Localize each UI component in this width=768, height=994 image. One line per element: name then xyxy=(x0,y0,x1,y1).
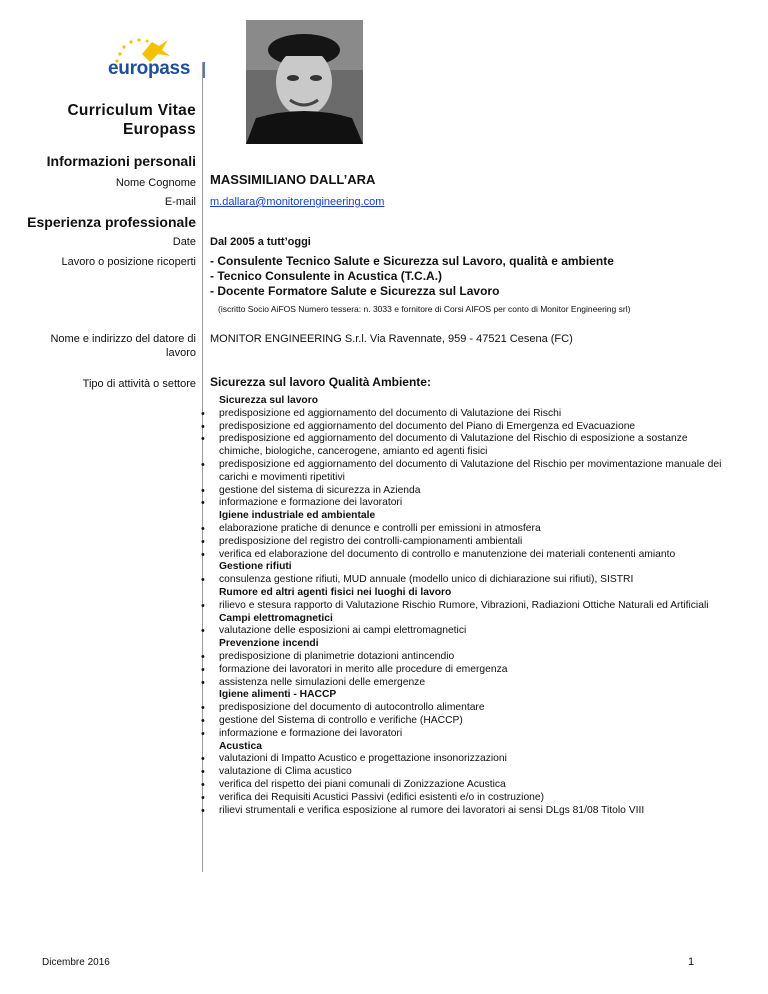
activity-heading: Igiene industriale ed ambientale xyxy=(219,510,376,522)
activity-item: • valutazione di Clima acustico xyxy=(200,766,721,779)
activity-item: • gestione del sistema di sicurezza in Azienda xyxy=(200,485,721,498)
position-label: Lavoro o posizione ricoperti xyxy=(61,256,196,268)
europass-wordmark: europass xyxy=(108,58,191,79)
date-label: Date xyxy=(172,236,196,248)
activity-item: • predisposizione ed aggiornamento del documento del Piano di Emergenza ed Evacuazione xyxy=(200,421,721,434)
europass-logo xyxy=(102,32,206,84)
sector-value: Sicurezza sul lavoro Qualità Ambiente: xyxy=(210,375,431,389)
activity-heading: Igiene alimenti - HACCP xyxy=(219,689,337,701)
profile-photo xyxy=(246,20,363,144)
page-number: 1 xyxy=(688,956,695,968)
activity-item: • rilievi strumentali e verifica esposizione al rumore dei lavoratori ai sensi DLgs 81/08 Titolo VIII xyxy=(200,805,721,818)
section-personal-info: Informazioni personali xyxy=(46,153,196,169)
activity-item: • valutazioni di Impatto Acustico e progettazione insonorizzazioni xyxy=(200,753,721,766)
activity-item: • verifica ed elaborazione del documento di controllo e manutenzione dei materiali contenenti amianto xyxy=(200,549,721,562)
position-line-2: - Tecnico Consulente in Acustica (T.C.A.) xyxy=(210,269,443,283)
employer-label-line1: Nome e indirizzo del datore di xyxy=(50,333,196,345)
activity-item: carichi e movimenti ripetitivi xyxy=(219,471,345,483)
position-note: (iscritto Socio AiFOS Numero tessera: n. 3033 e fornitore di Corsi AIFOS per conto di Monitor Engineering srl) xyxy=(218,304,631,314)
email-link[interactable]: m.dallara@monitorengineering.com xyxy=(210,196,385,208)
date-value: Dal 2005 a tutt’oggi xyxy=(210,236,311,248)
section-experience: Esperienza professionale xyxy=(27,214,196,230)
position-line-1: - Consulente Tecnico Salute e Sicurezza sul Lavoro, qualità e ambiente xyxy=(210,254,614,268)
activity-heading: Campi elettromagnetici xyxy=(219,612,333,624)
activity-heading: Prevenzione incendi xyxy=(219,638,319,650)
employer-label xyxy=(50,332,196,360)
employer-value: MONITOR ENGINEERING S.r.l. Via Ravennate, 959 - 47521 Cesena (FC) xyxy=(210,333,573,345)
activity-item: • predisposizione di planimetrie dotazioni antincendio xyxy=(200,651,721,664)
activity-heading: Acustica xyxy=(219,740,262,752)
cv-title xyxy=(67,101,196,139)
position-line-3: - Docente Formatore Salute e Sicurezza sul Lavoro xyxy=(210,284,500,298)
activity-item: • predisposizione del registro dei controlli-campionamenti ambientali xyxy=(200,536,721,549)
activity-item: • informazione e formazione dei lavoratori xyxy=(200,728,721,741)
sector-label: Tipo di attività o settore xyxy=(82,378,196,390)
cv-title-line2: Europass xyxy=(122,121,196,138)
activities-list xyxy=(200,395,721,817)
activity-item: • rilievo e stesura rapporto di Valutazione Rischio Rumore, Vibrazioni, Radiazioni Ottiche Naturali ed Artificiali xyxy=(200,600,721,613)
activity-item: • predisposizione ed aggiornamento del documento di Valutazione del Rischio di esposizione a sostanze xyxy=(200,433,721,446)
activity-item: • predisposizione ed aggiornamento del documento di Valutazione del Rischio per movimentazione manuale dei xyxy=(200,459,721,472)
name-value: MASSIMILIANO DALL’ARA xyxy=(210,172,376,187)
footer-date: Dicembre 2016 xyxy=(42,957,110,968)
cv-title-line1: Curriculum Vitae xyxy=(67,102,196,119)
activity-item: • verifica del rispetto dei piani comunali di Zonizzazione Acustica xyxy=(200,779,721,792)
activity-item: • assistenza nelle simulazioni delle emergenze xyxy=(200,677,721,690)
activity-item: chimiche, biologiche, cancerogene, amianto ed agenti fisici xyxy=(219,446,488,458)
employer-label-line2: lavoro xyxy=(166,347,196,359)
activity-heading: Sicurezza sul lavoro xyxy=(219,395,319,406)
activity-item: • valutazione delle esposizioni ai campi elettromagnetici xyxy=(200,625,721,638)
activity-item: • formazione dei lavoratori in merito alle procedure di emergenza xyxy=(200,664,721,677)
activity-item: • verifica dei Requisiti Acustici Passivi (edifici esistenti e/o in costruzione) xyxy=(200,792,721,805)
activity-item: • consulenza gestione rifiuti, MUD annuale (modello unico di dichiarazione sui rifiuti), SISTRI xyxy=(200,574,721,587)
activity-item: • predisposizione ed aggiornamento del documento di Valutazione dei Rischi xyxy=(200,408,721,421)
name-label: Nome Cognome xyxy=(115,177,196,189)
activity-heading: Rumore ed altri agenti fisici nei luoghi di lavoro xyxy=(219,586,452,598)
activity-item: • predisposizione del documento di autocontrollo alimentare xyxy=(200,702,721,715)
activity-heading: Gestione rifiuti xyxy=(219,561,292,573)
activity-item: • elaborazione pratiche di denunce e controlli per emissioni in atmosfera xyxy=(200,523,721,536)
activity-item: • gestione del Sistema di controllo e verifiche (HACCP) xyxy=(200,715,721,728)
activity-item: • informazione e formazione dei lavoratori xyxy=(200,497,721,510)
email-label: E-mail xyxy=(164,196,196,208)
